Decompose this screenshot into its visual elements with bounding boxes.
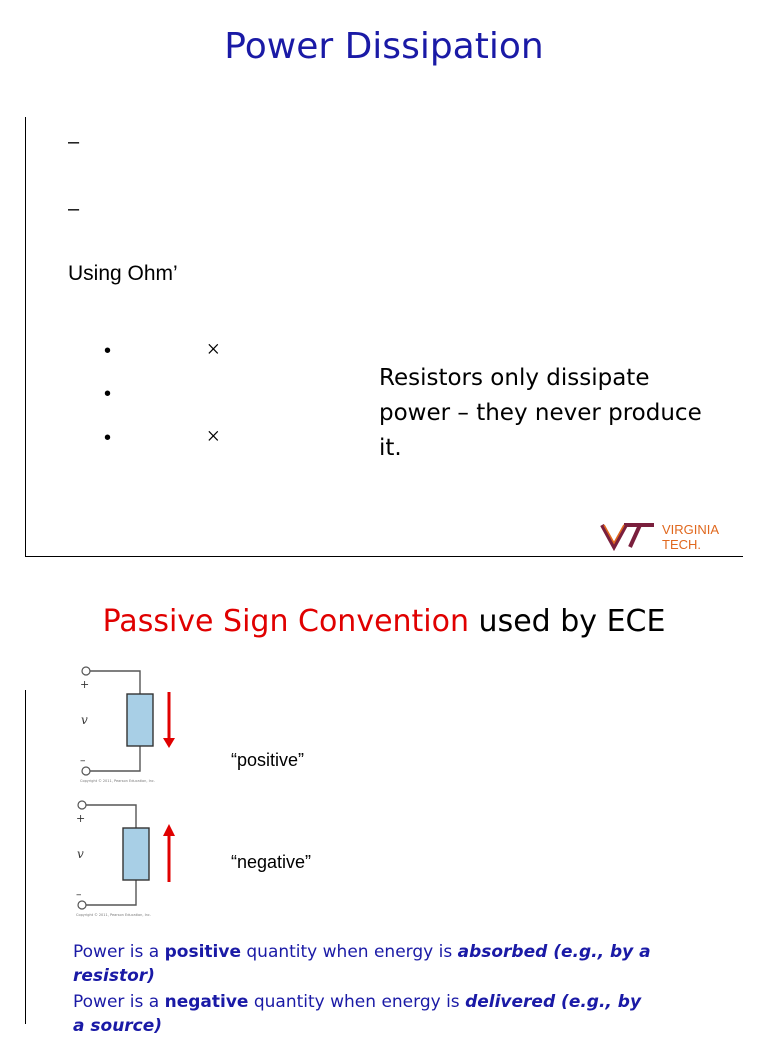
times-symbol: ×	[205, 424, 222, 450]
slide-title-power-dissipation: Power Dissipation	[224, 26, 544, 67]
virginia-tech-logo	[600, 519, 742, 553]
text-run: Power is a	[73, 942, 165, 962]
ohm-text: Using Ohm’	[68, 262, 178, 285]
slide-border-left	[25, 690, 26, 1024]
voltage-label: v	[77, 847, 84, 861]
bullet: •	[104, 340, 112, 362]
slide-border-bottom	[25, 556, 743, 557]
voltage-label: v	[81, 713, 88, 727]
positive-label: “positive”	[231, 750, 305, 770]
power-negative-statement	[73, 990, 653, 1038]
text-run-bold: positive	[164, 942, 241, 962]
title-rest: used by ECE	[469, 604, 666, 639]
power-positive-statement	[73, 940, 653, 988]
slide-border-left	[25, 117, 26, 556]
negative-label: “negative”	[231, 852, 312, 872]
bullet: •	[104, 427, 112, 449]
list-dash: –	[68, 131, 80, 153]
circuit-diagram-negative	[72, 798, 182, 918]
list-dash: –	[68, 198, 80, 220]
vt-mark-icon	[600, 519, 742, 553]
minus-sign: –	[80, 754, 86, 767]
plus-sign: +	[76, 812, 86, 825]
logo-line1: VIRGINIA	[662, 522, 720, 537]
times-symbol: ×	[205, 337, 222, 363]
text-run-bold-italic: delivered (e.g., by a source)	[73, 992, 642, 1036]
copyright-note: Copyright © 2011, Pearson Education, Inc.	[76, 913, 151, 917]
resistor-note: Resistors only dissipate power – they never produce it.	[379, 365, 702, 461]
slide-title-passive-sign-convention	[0, 604, 768, 639]
logo-line2: TECH.	[662, 537, 701, 552]
copyright-note: Copyright © 2011, Pearson Education, Inc.	[80, 779, 155, 783]
text-run-bold: negative	[164, 992, 249, 1012]
plus-sign: +	[80, 678, 90, 691]
bullet: •	[104, 383, 112, 405]
text-run-bold-italic: absorbed (e.g., by a resistor)	[73, 942, 651, 986]
minus-sign: –	[76, 888, 82, 901]
text-run: quantity when energy is	[248, 992, 466, 1012]
text-run: quantity when energy is	[240, 942, 458, 962]
circuit-diagram-positive	[74, 664, 184, 784]
text-run: Power is a	[73, 992, 165, 1012]
title-red-part: Passive Sign Convention	[102, 604, 470, 639]
